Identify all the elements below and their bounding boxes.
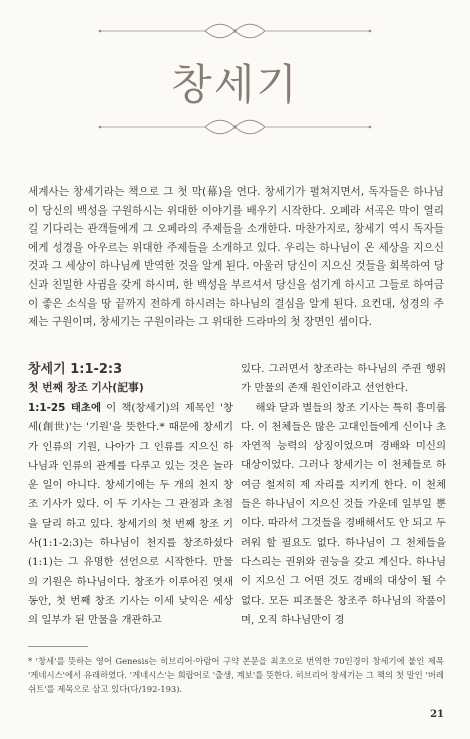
sub-heading: 첫 번째 창조 기사(記事) (28, 381, 144, 394)
top-ornament (0, 20, 470, 42)
footnote: * '창세'를 뜻하는 영어 Genesis는 히브리어·아람어 구약 본문을 최초으로 번역한 70인경이 창세기에 붙인 제목 '게네시스'에서 유래하였다. '게네시스'는 희랍어로 '출생, 계보'를 뜻한다. 히브리어 창세기는 그 책의 첫 말인 '버레쉬트'를 제목으로 삼고 있다(다/192-193). (28, 656, 444, 694)
body-paragraph-1 (28, 399, 233, 631)
body-text-1: 이 책(창세기)의 제목인 '창세(創世)'는 '기원'을 뜻한다.* 때문에 창세기가 인류의 기원, 나아가 그 인류를 지으신 하나님과 인류의 관계를 다루고 있는 것은 놀라운 일이 아니다. 창세기에는 두 개의 천지 창조 기사가 있다. 이 두 기사는 그 관점과 초점을 달리 하고 있다. 창세기의 첫 번째 창조 기사(1:1-2:3)는 하나님이 천지를 창조하셨다(1:1)는 그 유명한 선언으로 시작한다. 만물의 기원은 하나님이다. 창조가 이루어진 엿새 동안, 첫 번째 창조 기사는 이세 낮익은 세상의 일부가 된 만물을 개관하고 (28, 402, 233, 627)
section-heading: 창세기 1:1-2:3 (28, 362, 123, 377)
page-title: 창세기 (171, 60, 299, 109)
intro-paragraph: 세계사는 창세기라는 책으로 그 첫 막(幕)을 연다. 창세기가 펼쳐지면서, 독자들은 하나님이 당신의 백성을 구원하시는 위대한 이야기를 배우기 시작한다. 오페라 서곡은 막이 열리길 기다리는 관객들에게 그 오페라의 주제들을 소개한다. 마찬가지로, 창세기 역시 독자들에게 성경을 아우르는 위대한 주제들을 소개하고 있다. 우리는 하나님이 온 세상을 지으신 것과 그 세상이 하나님께 반역한 것을 알게 된다. 아울러 당신이 지으신 것들을 회복하여 당신과 친밀한 사귐을 갖게 하시며, 한 백성을 부르셔서 당신을 섬기게 하시고 그들로 하여금 이 좋은 소식을 땅 끝까지 전하게 하시려는 하나님의 결심을 알게 된다. 요컨대, 성경의 주제는 구원이며, 창세기는 구원이라는 그 위대한 드라마의 첫 장면인 셈이다. (28, 186, 444, 329)
body-paragraph-3: 해와 달과 별들의 창조 기사는 특히 흥미롭다. 이 천체들은 많은 고대인들에게 신이나 초자연적 능력의 상징이었으며 경배와 미신의 대상이었다. 그러나 창세기는 이 천체들로 하여금 철저히 제 자리를 지키게 한다. 이 천체들은 하나님이 지으신 것들 가운데 일부일 뿐이다. 따라서 그것들을 경배해서도 안 되고 두려워 할 필요도 없다. 하나님이 그 천체들을 다스리는 권위와 권능을 갖고 계신다. 하나님이 지으신 그 어떤 것도 경배의 대상이 될 수 없다. 모든 피조물은 창조주 하나님의 작품이며, 오직 하나님만이 경 (241, 401, 446, 626)
verse-lead: 1:1-25 태초에 (28, 402, 101, 414)
left-column (28, 360, 233, 631)
body-paragraph-2: 있다. 그러면서 창조라는 하나님의 주권 행위가 만물의 존재 원인이라고 선언한다. (241, 363, 446, 395)
page-number: 21 (430, 709, 444, 720)
footnote-divider (28, 646, 88, 647)
bottom-ornament (0, 116, 470, 138)
right-column (241, 360, 446, 630)
